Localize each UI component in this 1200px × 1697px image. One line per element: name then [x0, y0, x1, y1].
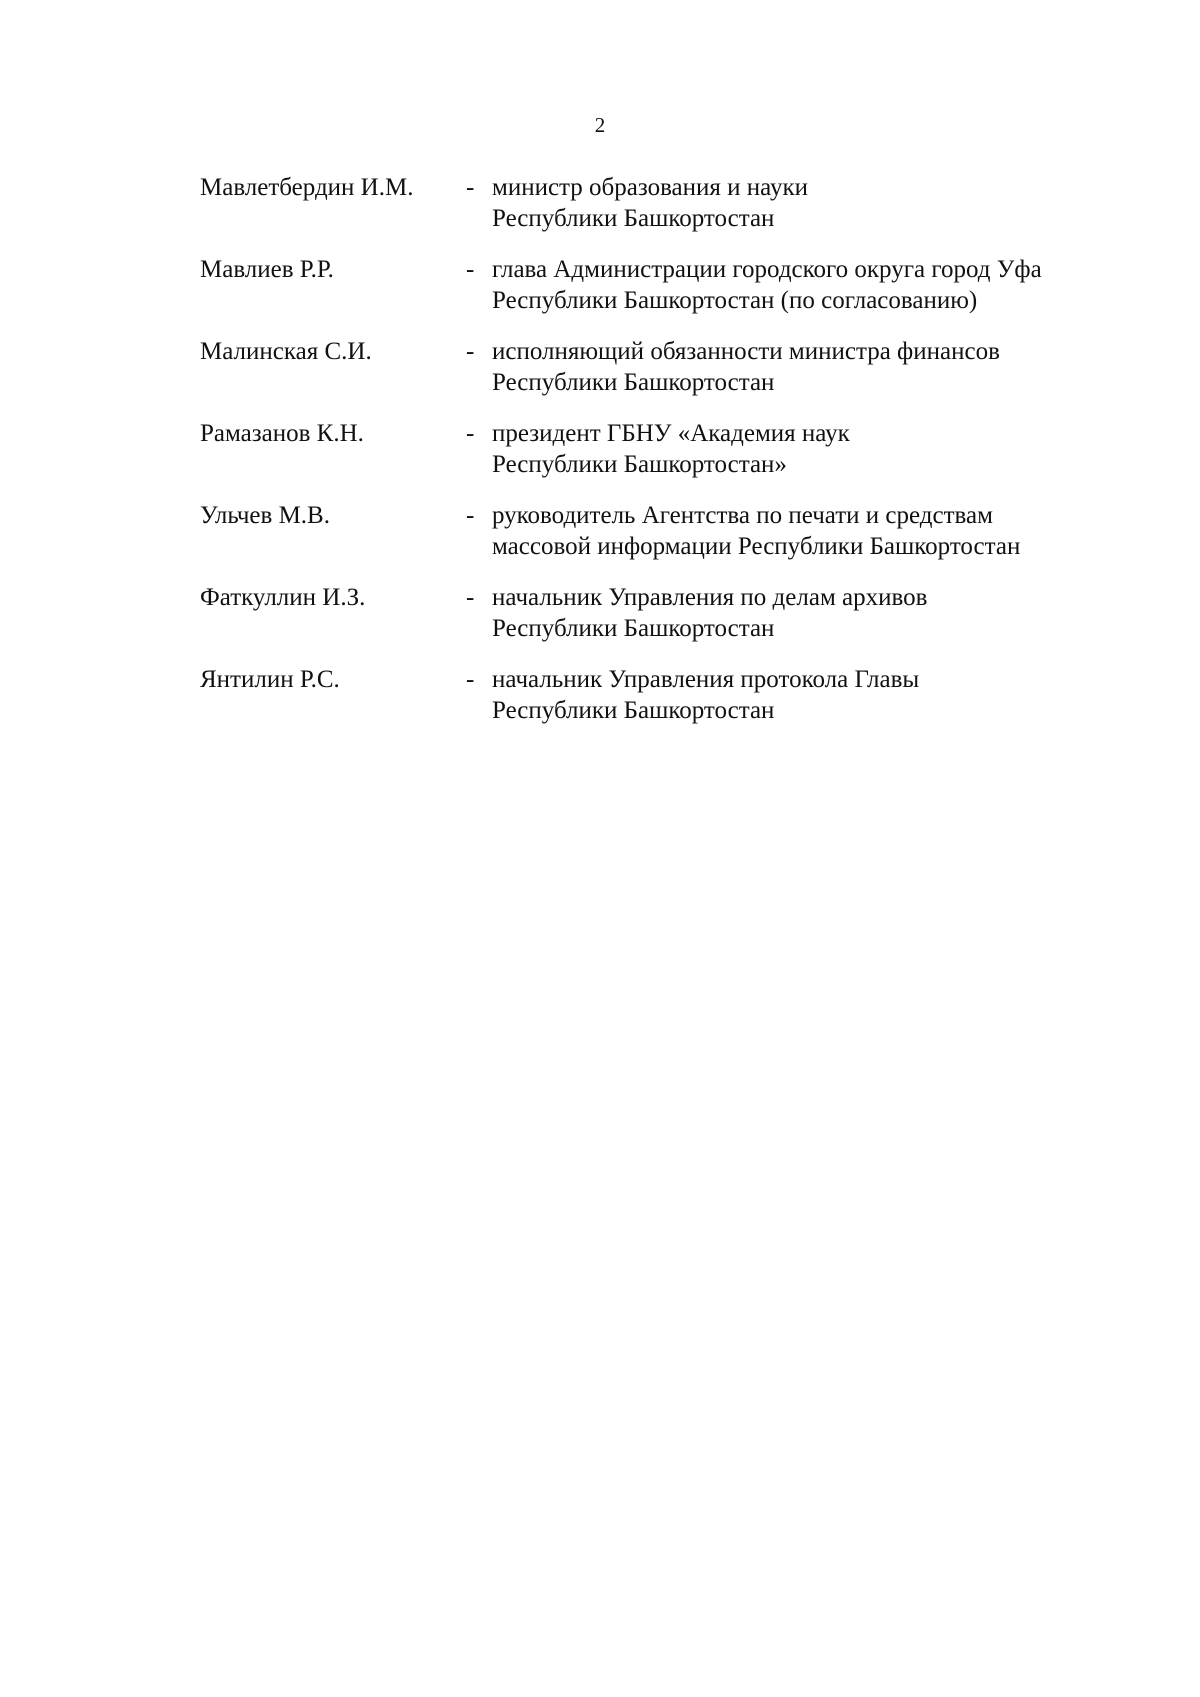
member-name: Янтилин Р.С.: [200, 666, 340, 693]
member-name: Мавлиев Р.Р.: [200, 256, 334, 283]
member-name: Рамазанов К.Н.: [200, 420, 364, 447]
dash: -: [466, 338, 475, 365]
dash: -: [466, 584, 475, 611]
role-line: руководитель Агентства по печати и средствам: [492, 502, 993, 529]
role-line: глава Администрации городского округа город Уфа: [492, 256, 1042, 283]
member-name: Малинская С.И.: [200, 338, 372, 365]
role-line: Республики Башкортостан: [492, 697, 775, 724]
member-name: Фаткуллин И.З.: [200, 584, 366, 611]
member-role: [492, 254, 1112, 316]
member-list: [200, 172, 1120, 746]
list-item: [200, 418, 1120, 500]
role-line: президент ГБНУ «Академия наук: [492, 420, 850, 447]
member-name: Ульчев М.В.: [200, 502, 330, 529]
role-line: массовой информации Республики Башкортостан: [492, 533, 1021, 560]
member-role: [492, 582, 1112, 644]
member-role: [492, 500, 1112, 562]
page-number: 2: [594, 113, 606, 137]
role-line: начальник Управления протокола Главы: [492, 666, 920, 693]
dash: -: [466, 502, 475, 529]
list-item: [200, 254, 1120, 336]
role-line: Республики Башкортостан: [492, 369, 775, 396]
list-item: [200, 336, 1120, 418]
list-item: [200, 582, 1120, 664]
list-item: [200, 172, 1120, 254]
role-line: начальник Управления по делам архивов: [492, 584, 928, 611]
list-item: [200, 664, 1120, 746]
role-line: Республики Башкортостан: [492, 615, 775, 642]
role-line: министр образования и науки: [492, 174, 809, 201]
dash: -: [466, 420, 475, 447]
role-line: Республики Башкортостан (по согласованию): [492, 287, 978, 314]
member-role: [492, 664, 1112, 726]
role-line: исполняющий обязанности министра финансов: [492, 338, 1000, 365]
member-role: [492, 172, 1112, 234]
dash: -: [466, 256, 475, 283]
dash: -: [466, 174, 475, 201]
list-item: [200, 500, 1120, 582]
member-role: [492, 336, 1112, 398]
role-line: Республики Башкортостан»: [492, 451, 787, 478]
role-line: Республики Башкортостан: [492, 205, 775, 232]
member-role: [492, 418, 1112, 480]
dash: -: [466, 666, 475, 693]
member-name: Мавлетбердин И.М.: [200, 174, 414, 201]
